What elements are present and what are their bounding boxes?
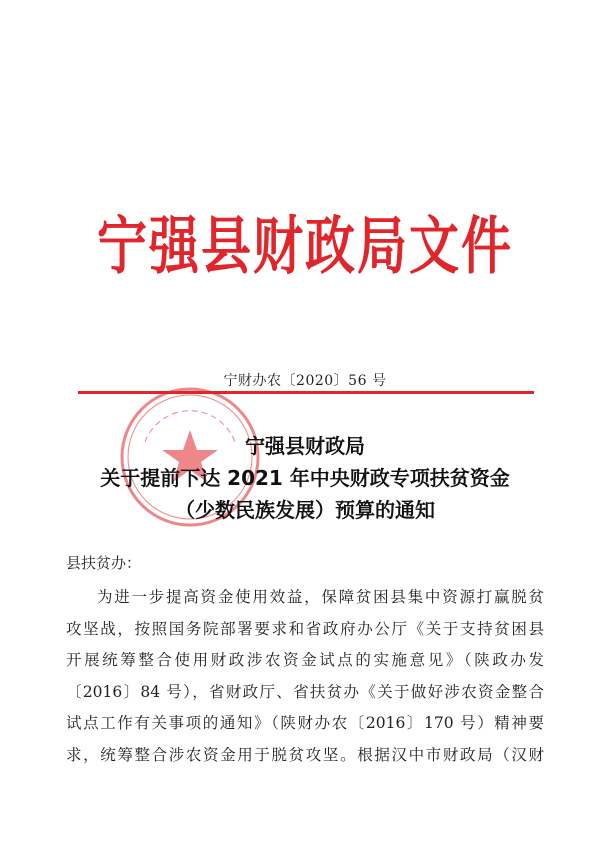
- body-line: 试点工作有关事项的通知》（陕财办农〔2016〕170 号）精神要: [66, 714, 544, 732]
- title-line-1: 宁强县财政局: [245, 434, 365, 458]
- body-line: 为进一步提高资金使用效益，保障贫困县集中资源打赢脱贫: [97, 588, 544, 606]
- notice-title: [40, 430, 570, 526]
- body-paragraph: [66, 582, 544, 771]
- addressee: 县扶贫办：: [66, 554, 142, 572]
- body-line: 攻坚战，按照国务院部署要求和省政府办公厅《关于支持贫困县: [66, 619, 544, 638]
- body-line: 〔2016〕84 号），省财政厅、省扶贫办《关于做好涉农资金整合: [66, 682, 544, 701]
- document-number: 宁财办农〔2020〕56 号: [223, 373, 387, 389]
- agency-header-title: 宁强县财政局文件: [97, 208, 513, 283]
- body-line: 开展统筹整合使用财政涉农资金试点的实施意见》（陕政办发: [66, 651, 544, 669]
- title-line-2: 关于提前下达 2021 年中央财政专项扶贫资金: [100, 466, 510, 490]
- title-line-3: （少数民族发展）预算的通知: [175, 498, 435, 522]
- body-line: 求，统筹整合涉农资金用于脱贫攻坚。根据汉中市财政局（汉财: [66, 745, 544, 764]
